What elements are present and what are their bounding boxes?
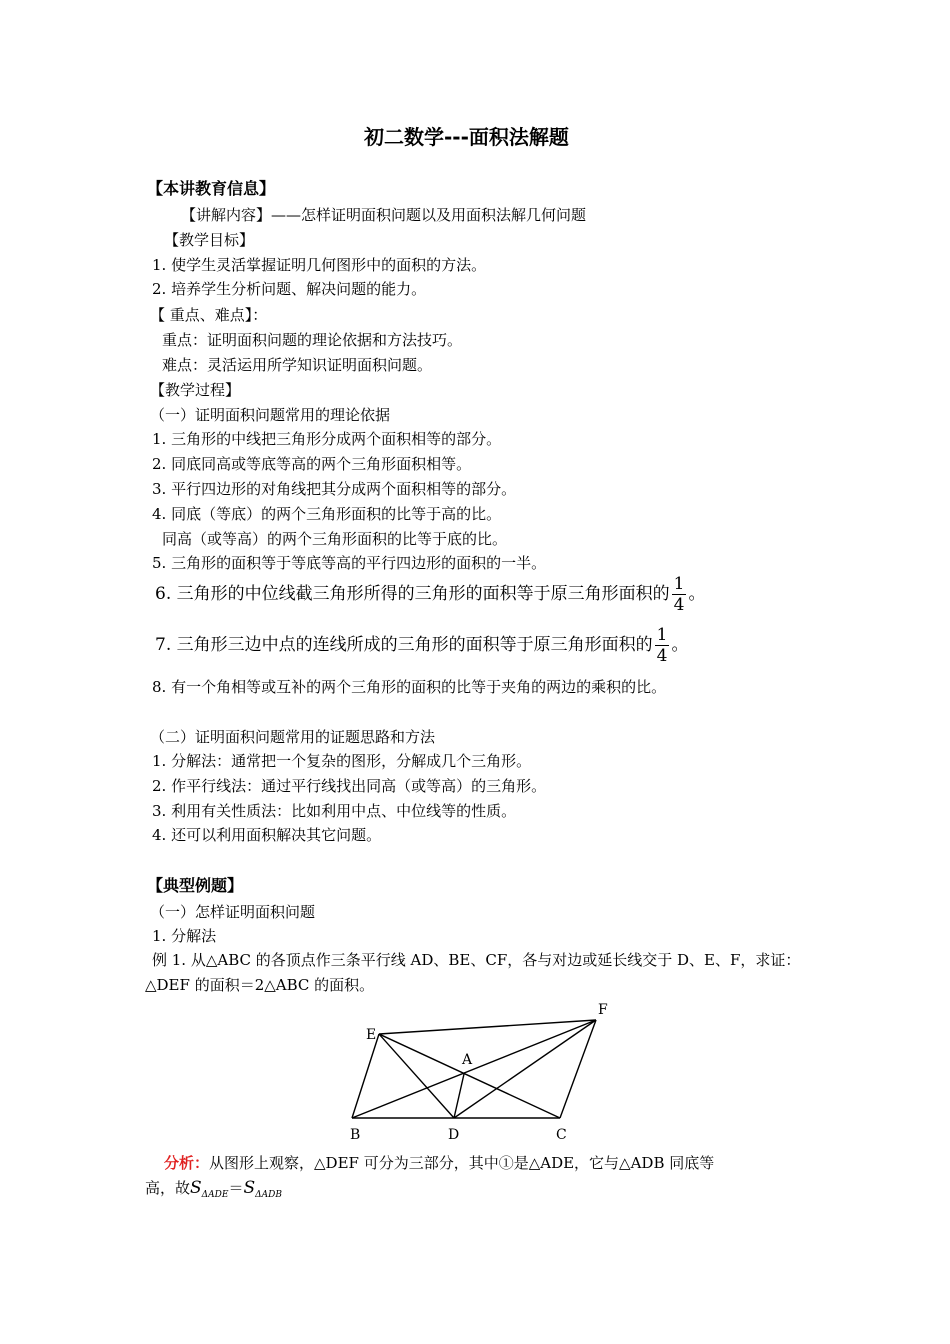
theory-item: 3. 平行四边形的对角线把其分成两个面积相等的部分。 xyxy=(152,480,517,498)
segment-EF xyxy=(379,1020,596,1034)
area-symbol: S xyxy=(243,1178,256,1198)
example-1-line-1: 例 1. 从△ABC 的各顶点作三条平行线 AD、BE、CF，各与对边或延长线交于 D、E、F，求证： xyxy=(152,951,801,969)
fraction-one-quarter xyxy=(655,625,670,666)
method-heading: （二）证明面积问题常用的证题思路和方法 xyxy=(150,728,436,746)
theory-item: 4. 同底（等底）的两个三角形面积的比等于高的比。 xyxy=(152,505,502,523)
goal-item: 2. 培养学生分析问题、解决问题的能力。 xyxy=(152,280,427,298)
goals-heading: 【教学目标】 xyxy=(164,231,255,249)
theory-item-8: 8. 有一个角相等或互补的两个三角形的面积的比等于夹角的两边的乘积的比。 xyxy=(152,678,667,696)
method-item: 2. 作平行线法：通过平行线找出同高（或等高）的三角形。 xyxy=(152,777,547,795)
theory-item-7 xyxy=(155,625,688,666)
key-point: 重点：证明面积问题的理论依据和方法技巧。 xyxy=(162,331,463,349)
content-line: 【讲解内容】——怎样证明面积问题以及用面积法解几何问题 xyxy=(181,206,587,224)
label-A: A xyxy=(462,1052,473,1068)
method-name: 1. 分解法 xyxy=(152,927,217,945)
segment-BE xyxy=(352,1034,379,1118)
fraction-denominator: 4 xyxy=(656,646,668,666)
label-E: E xyxy=(366,1027,377,1043)
analysis-prefix: 高，故 xyxy=(145,1179,191,1197)
theory-item: 1. 三角形的中线把三角形分成两个面积相等的部分。 xyxy=(152,430,502,448)
method-item: 3. 利用有关性质法：比如利用中点、中位线等的性质。 xyxy=(152,802,517,820)
page-title: 初二数学---面积法解题 xyxy=(364,125,569,149)
examples-subheading: （一）怎样证明面积问题 xyxy=(150,903,316,921)
period: 。 xyxy=(688,584,706,604)
fraction-numerator: 1 xyxy=(656,625,668,645)
section-heading-examples: 【典型例题】 xyxy=(147,876,244,895)
goal-item: 1. 使学生灵活掌握证明几何图形中的面积的方法。 xyxy=(152,256,487,274)
geometry-figure xyxy=(330,995,630,1150)
key-points-heading: 【 重点、难点】： xyxy=(150,306,268,324)
label-C: C xyxy=(556,1127,567,1143)
theory-item: 5. 三角形的面积等于等底等高的平行四边形的面积的一半。 xyxy=(152,554,547,572)
fraction-numerator: 1 xyxy=(673,574,685,594)
example-1-line-2: △DEF 的面积＝2△ABC 的面积。 xyxy=(145,976,375,994)
area-subscript-ade: ΔADE xyxy=(201,1190,229,1200)
segment-BF xyxy=(352,1020,596,1118)
label-D: D xyxy=(448,1127,460,1143)
fraction-one-quarter xyxy=(672,574,687,615)
label-B: B xyxy=(350,1127,361,1143)
analysis-text: 从图形上观察，△DEF 可分为三部分，其中①是△ADE，它与△ADB 同底等 xyxy=(209,1154,715,1172)
segment-FC xyxy=(560,1020,596,1118)
segment-EC xyxy=(379,1034,560,1118)
theory-7-text: 7. 三角形三边中点的连线所成的三角形的面积等于原三角形面积的 xyxy=(155,635,653,655)
equals-sign: ＝ xyxy=(228,1179,244,1197)
theory-item: 2. 同底同高或等底等高的两个三角形面积相等。 xyxy=(152,455,472,473)
segment-ED xyxy=(379,1034,454,1118)
fraction-denominator: 4 xyxy=(673,595,685,615)
analysis-label: 分析： xyxy=(164,1154,210,1172)
theory-6-text: 6. 三角形的中位线截三角形所得的三角形的面积等于原三角形面积的 xyxy=(155,584,670,604)
period: 。 xyxy=(671,635,689,655)
process-heading: 【教学过程】 xyxy=(150,381,241,399)
analysis-line-1 xyxy=(164,1153,714,1173)
theory-item: 同高（或等高）的两个三角形面积的比等于底的比。 xyxy=(162,530,508,548)
method-item: 1. 分解法：通常把一个复杂的图形，分解成几个三角形。 xyxy=(152,752,532,770)
label-F: F xyxy=(598,1002,608,1018)
area-subscript-adb: ΔADB xyxy=(255,1190,282,1200)
theory-item-6 xyxy=(155,574,705,615)
area-symbol: S xyxy=(190,1178,202,1198)
theory-heading: （一）证明面积问题常用的理论依据 xyxy=(150,406,391,424)
section-heading-info: 【本讲教育信息】 xyxy=(147,179,276,198)
analysis-line-2 xyxy=(145,1178,282,1205)
difficult-point: 难点：灵活运用所学知识证明面积问题。 xyxy=(162,356,433,374)
method-item: 4. 还可以利用面积解决其它问题。 xyxy=(152,826,382,844)
